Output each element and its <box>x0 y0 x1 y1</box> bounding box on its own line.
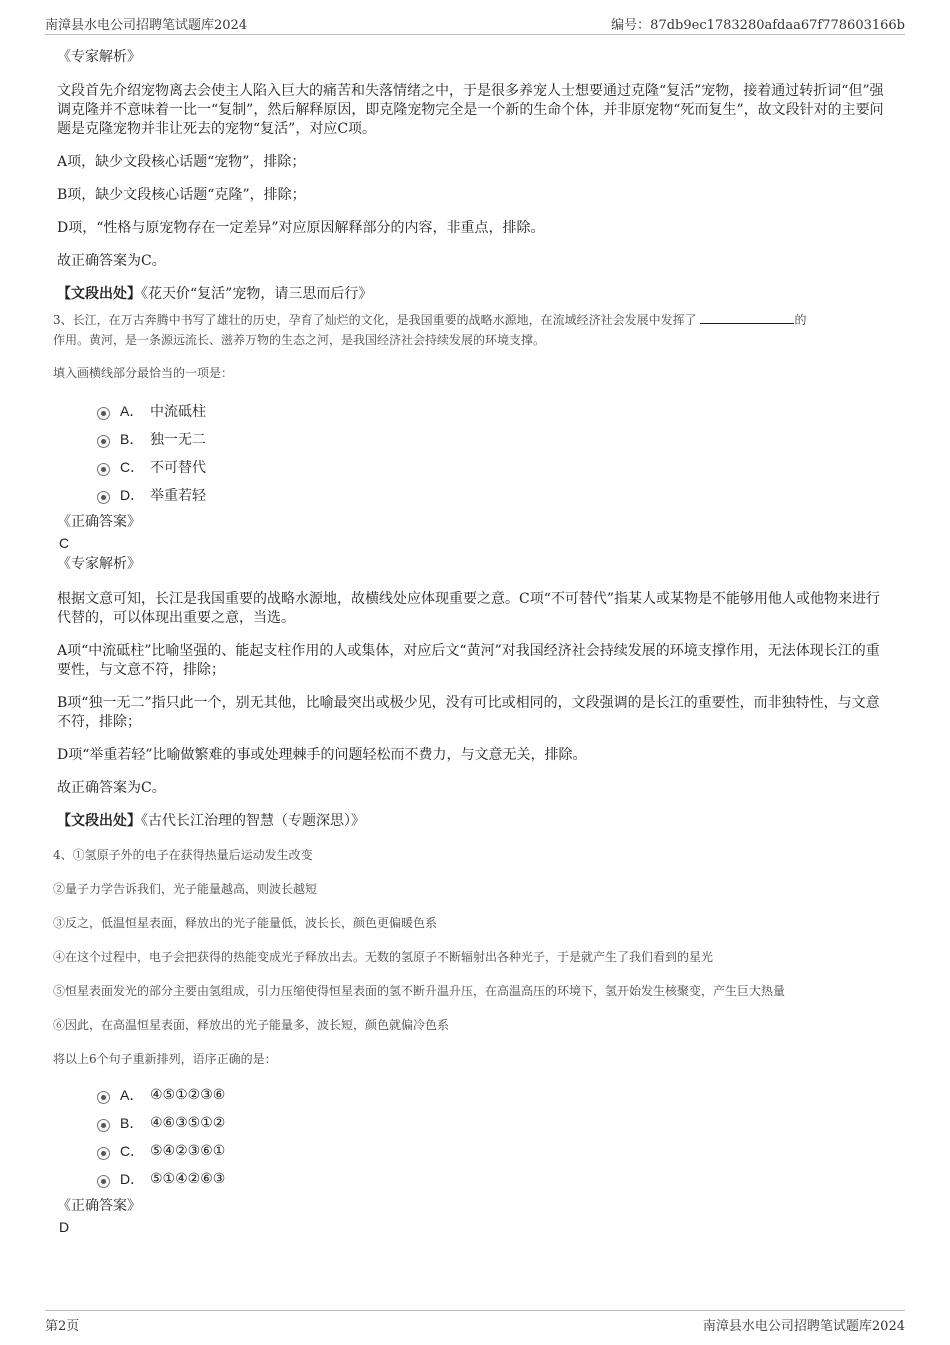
analysis-option-d: D项，“性格与原宠物存在一定差异”对应原因解释部分的内容，非重点，排除。 <box>57 220 545 236</box>
option-b[interactable] <box>57 1109 892 1137</box>
option-letter: A． <box>120 403 144 419</box>
radio-icon[interactable] <box>97 491 110 504</box>
option-text: ④⑤①②③⑥ <box>150 1087 226 1103</box>
expert-analysis-heading: 《专家解析》 <box>57 556 141 572</box>
sentence-5: ⑤恒星表面发光的部分主要由氢组成，引力压缩使得恒星表面的氢不断升温升压，在高温高压的环境下，氢开始发生核聚变，产生巨大热量 <box>53 984 786 998</box>
expert-analysis-heading: 《专家解析》 <box>57 49 141 65</box>
source-line <box>57 812 892 831</box>
option-text: 不可替代 <box>150 460 206 476</box>
radio-icon[interactable] <box>97 1147 110 1160</box>
answer-blank <box>700 311 794 324</box>
sentence-2: ②量子力学告诉我们，光子能量越高，则波长越短 <box>53 882 318 896</box>
analysis-option-b: B项，缺少文段核心话题“克隆”，排除； <box>57 187 306 203</box>
option-letter: D． <box>120 487 145 503</box>
option-letter: B． <box>120 1115 144 1131</box>
question-stem <box>53 310 892 330</box>
radio-icon[interactable] <box>97 1119 110 1132</box>
option-letter: D． <box>120 1171 145 1187</box>
page-header <box>45 12 905 35</box>
correct-answer: D <box>59 1219 70 1235</box>
radio-icon[interactable] <box>97 407 110 420</box>
option-letter: B． <box>120 431 144 447</box>
source-title: 《古代长江治理的智慧（专题深思）》 <box>141 813 365 829</box>
option-letter: A． <box>120 1087 144 1103</box>
option-text: 中流砥柱 <box>150 404 206 420</box>
correct-answer: C <box>59 535 70 551</box>
radio-icon[interactable] <box>97 463 110 476</box>
stem-text-end: 的 <box>794 313 807 327</box>
sentence-3: ③反之，低温恒星表面，释放出的光子能量低，波长长，颜色更偏暖色系 <box>53 916 438 930</box>
page-content <box>53 46 892 1235</box>
option-list <box>57 1081 892 1193</box>
option-text: ⑤①④②⑥③ <box>150 1171 226 1187</box>
source-line <box>57 285 892 304</box>
page-footer <box>45 1310 905 1335</box>
question-prompt: 填入画横线部分最恰当的一项是： <box>53 366 234 380</box>
radio-icon[interactable] <box>97 435 110 448</box>
option-letter: C． <box>120 1143 145 1159</box>
option-list <box>57 397 892 509</box>
sentence-4: ④在这个过程中，电子会把获得的热能变成光子释放出去。无数的氢原子不断辐射出各种光子，于是就产生了我们看到的星光 <box>53 950 714 964</box>
option-a[interactable] <box>57 397 892 425</box>
question-stem-line2: 作用。黄河，是一条源远流长、滋养万物的生态之河，是我国经济社会持续发展的环境支撑。 <box>53 333 546 347</box>
option-d[interactable] <box>57 1165 892 1193</box>
analysis-option-a: A项“中流砥柱”比喻坚强的、能起支柱作用的人或集体，对应后文“黄河”对我国经济社会持续发展的环境支撑作用，无法体现长江的重要性，与文意不符，排除； <box>57 643 880 678</box>
sentence-6: ⑥因此，在高温恒星表面，释放出的光子能量多，波长短，颜色就偏冷色系 <box>53 1018 450 1032</box>
analysis-option-b: B项“独一无二”指只此一个，别无其他，比喻最突出或极少见，没有可比或相同的，文段强调的是长江的重要性，而非独特性，与文意不符，排除； <box>57 695 880 730</box>
option-letter: C． <box>120 459 145 475</box>
analysis-option-a: A项，缺少文段核心话题“宠物”，排除； <box>57 154 306 170</box>
footer-title: 南漳县水电公司招聘笔试题库2024 <box>702 1319 905 1334</box>
page-number: 第2页 <box>45 1319 80 1334</box>
option-text: 举重若轻 <box>150 488 206 504</box>
source-label: 【文段出处】 <box>57 286 141 302</box>
option-text: 独一无二 <box>150 432 206 448</box>
analysis-paragraph: 文段首先介绍宠物离去会使主人陷入巨大的痛苦和失落情绪之中，于是很多养宠人士想要通过克隆“复活”宠物，接着通过转折词“但”强调克隆并不意味着一比一“复制”，然后解释原因，即克隆宠物完全是一个新的生命个体，并非原宠物“死而复生”，故文段针对的主要问题是克隆宠物并非让死去的宠物“复活”，对应C项。 <box>57 83 884 137</box>
option-c[interactable] <box>57 1137 892 1165</box>
analysis-option-d: D项“举重若轻”比喻做繁难的事或处理棘手的问题轻松而不费力，与文意无关，排除。 <box>57 747 587 763</box>
correct-answer-heading: 《正确答案》 <box>57 1198 141 1214</box>
radio-icon[interactable] <box>97 1175 110 1188</box>
option-text: ⑤④②③⑥① <box>150 1143 226 1159</box>
stem-text: 3、长江，在万古奔腾中书写了雄壮的历史，孕育了灿烂的文化，是我国重要的战略水源地，在流域经济社会发展中发挥了 <box>53 313 697 327</box>
radio-icon[interactable] <box>97 1091 110 1104</box>
header-title: 南漳县水电公司招聘笔试题库2024 <box>45 18 248 33</box>
question-prompt: 将以上6个句子重新排列，语序正确的是： <box>53 1052 277 1066</box>
option-b[interactable] <box>57 425 892 453</box>
document-id: 编号：87db9ec1783280afdaa67f778603166b <box>611 18 905 33</box>
option-c[interactable] <box>57 453 892 481</box>
option-d[interactable] <box>57 481 892 509</box>
conclusion: 故正确答案为C。 <box>57 780 166 796</box>
source-label: 【文段出处】 <box>57 813 141 829</box>
source-title: 《花天价“复活”宠物，请三思而后行》 <box>141 286 373 302</box>
sentence-1: 4、①氢原子外的电子在获得热量后运动发生改变 <box>53 848 313 862</box>
correct-answer-heading: 《正确答案》 <box>57 514 141 530</box>
option-text: ④⑥③⑤①② <box>150 1115 226 1131</box>
conclusion: 故正确答案为C。 <box>57 253 166 269</box>
option-a[interactable] <box>57 1081 892 1109</box>
analysis-paragraph: 根据文意可知，长江是我国重要的战略水源地，故横线处应体现重要之意。C项“不可替代”指某人或某物是不能够用他人或他物来进行代替的，可以体现出重要之意，当选。 <box>57 591 881 626</box>
